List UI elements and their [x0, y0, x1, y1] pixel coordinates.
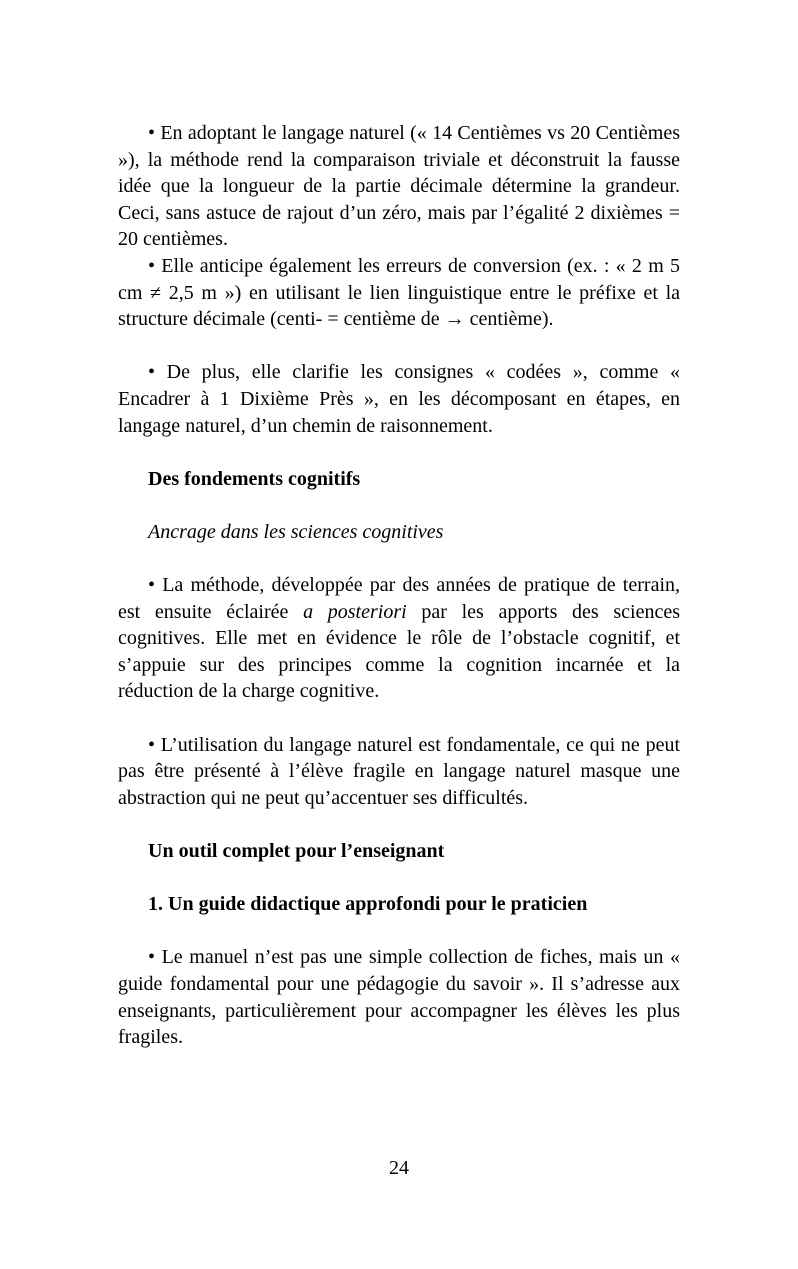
paragraph-conversion-errors: • Elle anticipe également les erreurs de conversion (ex. : « 2 m 5 cm ≠ 2,5 m ») en utilisant le lien linguistique entre le préfixe et la structure décimale (centi- = centième de → centième). [118, 254, 680, 331]
paragraph-coded-instructions: • De plus, elle clarifie les consignes « codées », comme « Encadrer à 1 Dixième Près », en les décomposant en étapes, en langage naturel, d’un chemin de raisonnement. [118, 361, 680, 437]
italic-term-a-posteriori: a posteriori [303, 600, 407, 623]
paragraph-manual-guide: • Le manuel n’est pas une simple collection de fiches, mais un « guide fondamental pour une pédagogie du savoir ». Il s’adresse aux enseignants, particulièrement pour accompagner les élèves les plus fragiles. [118, 946, 680, 1049]
page-number: 24 [389, 1157, 409, 1179]
paragraph-natural-language-fundamental: • L’utilisation du langage naturel est fondamentale, ce qui ne peut pas être présenté à l’élève fragile en langage naturel masque une abstraction qui ne peut qu’accentuer ses difficultés. [118, 733, 680, 809]
paragraph-method-cognitive-sciences [118, 572, 680, 705]
paragraph-text-part: • La méthode, développée par des années de pratique de terrain, est ensuite éclairée [118, 574, 680, 623]
paragraph-natural-language-comparison: • En adoptant le langage naturel (« 14 Centièmes vs 20 Centièmes »), la méthode rend la comparaison triviale et déconstruit la fausse idée que la longueur de la partie décimale détermine la grandeur. Ceci, sans astuce de rajout d’un zéro, mais par l’égalité 2 dixièmes = 20 centièmes. [118, 122, 680, 251]
paragraph-text-part: par les apports des sciences cognitives. Elle met en évidence le rôle de l’obstacle cognitif, et s’appuie sur des principes comme la cognition incarnée et la réduction de la charge cognitive. [118, 600, 681, 703]
section-heading-teacher-tool: Un outil complet pour l’enseignant [148, 840, 445, 863]
page-body [118, 120, 680, 1051]
section-heading-cognitive-foundations: Des fondements cognitifs [148, 467, 361, 490]
subsection-heading-didactic-guide: 1. Un guide didactique approfondi pour le praticien [148, 893, 588, 916]
subsection-heading-cognitive-sciences: Ancrage dans les sciences cognitives [148, 520, 444, 543]
